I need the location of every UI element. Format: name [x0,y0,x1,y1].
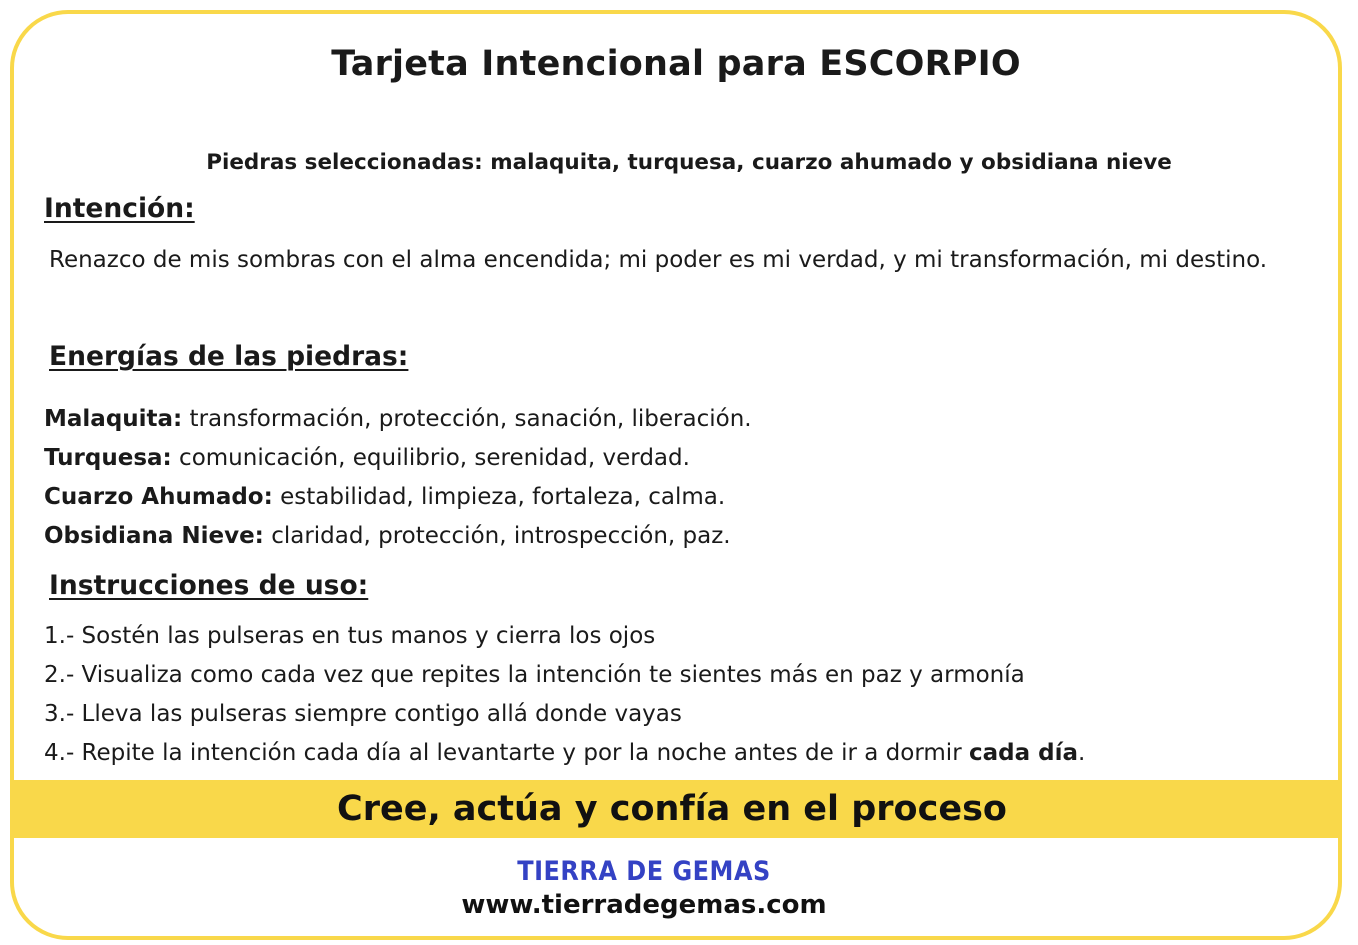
stone-qualities: claridad, protección, introspección, paz. [263,523,731,549]
instruction-step [44,734,1085,773]
instructions-heading: Instrucciones de uso: [49,570,369,601]
instruction-step: 2.- Visualiza como cada vez que repites la intención te sientes más en paz y armonía [44,662,1025,688]
stone-qualities: estabilidad, limpieza, fortaleza, calma. [272,484,726,510]
instruction-step: 3.- Lleva las pulseras siempre contigo allá donde vayas [44,701,682,727]
energy-item-malaquita [44,400,752,439]
energies-list [44,400,752,556]
card-title: Tarjeta Intencional para ESCORPIO [331,44,1021,84]
intention-card [10,10,1342,940]
stone-qualities: transformación, protección, sanación, liberación. [182,406,752,432]
instructions-list [44,617,1085,773]
step-end: . [1077,740,1086,766]
instruction-step: 1.- Sostén las pulseras en tus manos y cierra los ojos [44,623,656,649]
slogan: Cree, actúa y confía en el proceso [337,789,1007,829]
intention-text: Renazco de mis sombras con el alma encendida; mi poder es mi verdad, y mi transformación, mi destino. [49,247,1268,273]
stone-name: Turquesa: [44,445,172,471]
brand-logo-text: TIERRA DE GEMAS [517,855,771,887]
intention-heading: Intención: [44,193,195,224]
stone-name: Malaquita: [44,406,183,432]
step-text: 4.- Repite la intención cada día al levantarte y por la noche antes de ir a dormir [44,740,969,766]
energy-item-turquesa [44,439,752,478]
stone-name: Cuarzo Ahumado: [44,484,273,510]
step-emphasis: cada día [968,740,1078,766]
stone-name: Obsidiana Nieve: [44,523,264,549]
selected-stones-line: Piedras seleccionadas: malaquita, turquesa, cuarzo ahumado y obsidiana nieve [206,150,1172,175]
stone-qualities: comunicación, equilibrio, serenidad, verdad. [171,445,690,471]
energy-item-obsidiana-nieve [44,517,752,556]
website-link[interactable]: www.tierradegemas.com [461,890,827,920]
energy-item-cuarzo-ahumado [44,478,752,517]
slogan-band [14,780,1338,838]
energies-heading: Energías de las piedras: [49,341,409,372]
